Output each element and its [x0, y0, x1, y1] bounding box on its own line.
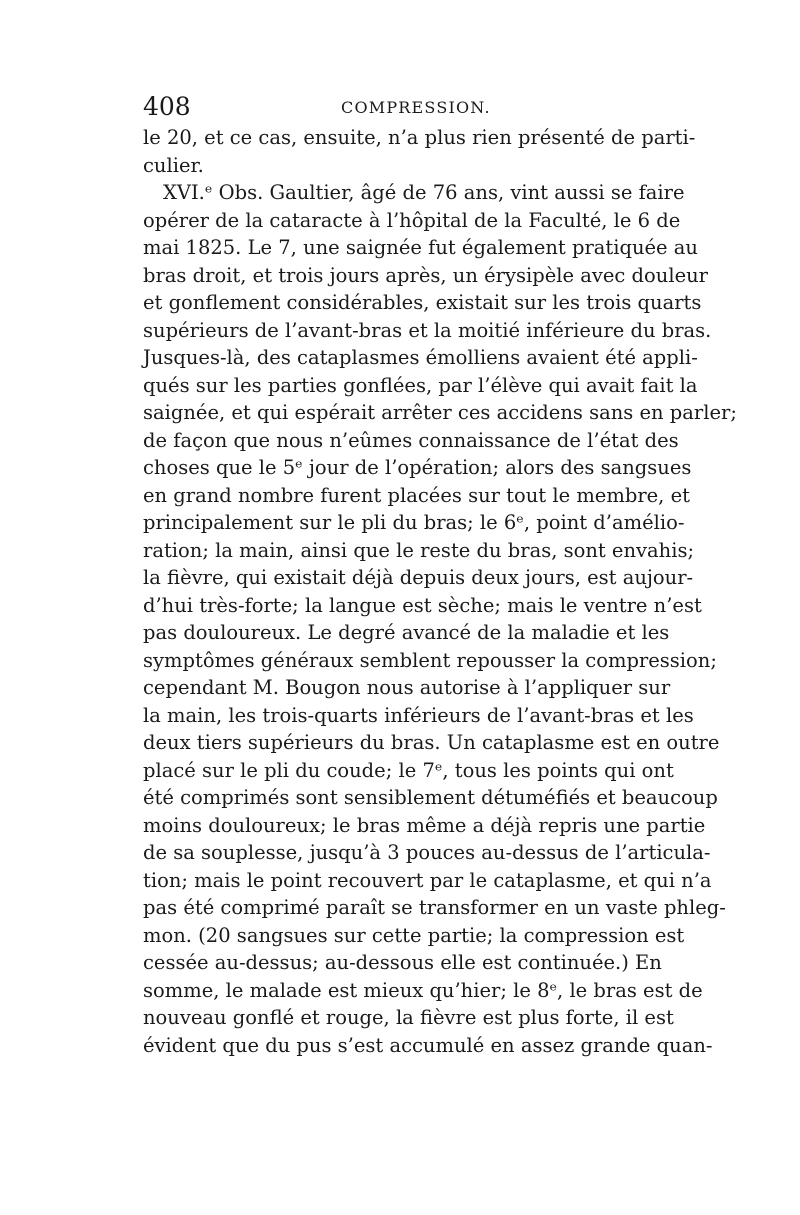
text-line: de façon que nous n’eûmes connaissance de l’état des — [143, 428, 679, 452]
text-line: été comprimés sont sensiblement détuméfiés et beaucoup — [143, 786, 718, 809]
text-line: cessée au-dessus; au-dessous elle est continuée.) En — [143, 951, 662, 974]
text-line: culier. — [143, 153, 204, 177]
body-text — [143, 124, 737, 1059]
text-line: pas été comprimé paraît se transformer en un vaste phleg- — [143, 896, 726, 919]
text-line: évident que du pus s’est accumulé en assez grande quan- — [143, 1033, 713, 1057]
text-line: bras droit, et trois jours après, un érysipèle avec douleur — [143, 263, 708, 287]
text-line: la fièvre, qui existait déjà depuis deux jours, est aujour- — [143, 566, 694, 589]
text-line: le 20, et ce cas, ensuite, n’a plus rien présenté de parti- — [143, 126, 696, 149]
text-line: saignée, et qui espérait arrêter ces accidens sans en parler; — [143, 401, 737, 424]
text-line: Jusques-là, des cataplasmes émolliens avaient été appli- — [143, 346, 698, 369]
text-line: qués sur les parties gonflées, par l’élève qui avait fait la — [143, 373, 698, 397]
text-line: opérer de la cataracte à l’hôpital de la Faculté, le 6 de — [143, 208, 681, 232]
text-line: choses que le 5ᵉ jour de l’opération; alors des sangsues — [143, 456, 692, 479]
running-head: COMPRESSION. — [341, 98, 491, 117]
text-line: la main, les trois-quarts inférieurs de l’avant-bras et les — [143, 703, 694, 727]
text-line: et gonflement considérables, existait sur les trois quarts — [143, 291, 702, 314]
text-line: symptômes généraux semblent repousser la compression; — [143, 648, 717, 672]
text-line: cependant M. Bougon nous autorise à l’appliquer sur — [143, 676, 671, 699]
text-line: moins douloureux; le bras même a déjà repris une partie — [143, 813, 706, 837]
text-line: pas douloureux. Le degré avancé de la maladie et les — [143, 621, 670, 644]
text-line: placé sur le pli du coude; le 7ᵉ, tous les points qui ont — [143, 758, 674, 782]
page-number: 408 — [143, 92, 191, 121]
text-line: tion; mais le point recouvert par le cataplasme, et qui n’a — [143, 868, 712, 892]
text-line: nouveau gonflé et rouge, la fièvre est plus forte, il est — [143, 1006, 674, 1029]
text-line: supérieurs de l’avant-bras et la moitié inférieure du bras. — [143, 318, 712, 342]
text-line: deux tiers supérieurs du bras. Un cataplasme est en outre — [143, 731, 720, 754]
page-header — [143, 92, 653, 122]
text-line: ration; la main, ainsi que le reste du bras, sont envahis; — [143, 538, 695, 562]
text-line: d’hui très-forte; la langue est sèche; mais le ventre n’est — [143, 593, 702, 617]
text-line: principalement sur le pli du bras; le 6ᵉ, point d’amélio- — [143, 511, 685, 534]
text-line: de sa souplesse, jusqu’à 3 pouces au-dessus de l’articula- — [143, 841, 711, 864]
text-line: XVI.ᵉ Obs. Gaultier, âgé de 76 ans, vint aussi se faire — [163, 181, 685, 204]
text-line: somme, le malade est mieux qu’hier; le 8ᵉ, le bras est de — [143, 978, 703, 1002]
text-line: mon. (20 sangsues sur cette partie; la compression est — [143, 923, 685, 947]
text-line: en grand nombre furent placées sur tout le membre, et — [143, 483, 690, 507]
text-line: mai 1825. Le 7, une saignée fut également pratiquée au — [143, 236, 698, 259]
